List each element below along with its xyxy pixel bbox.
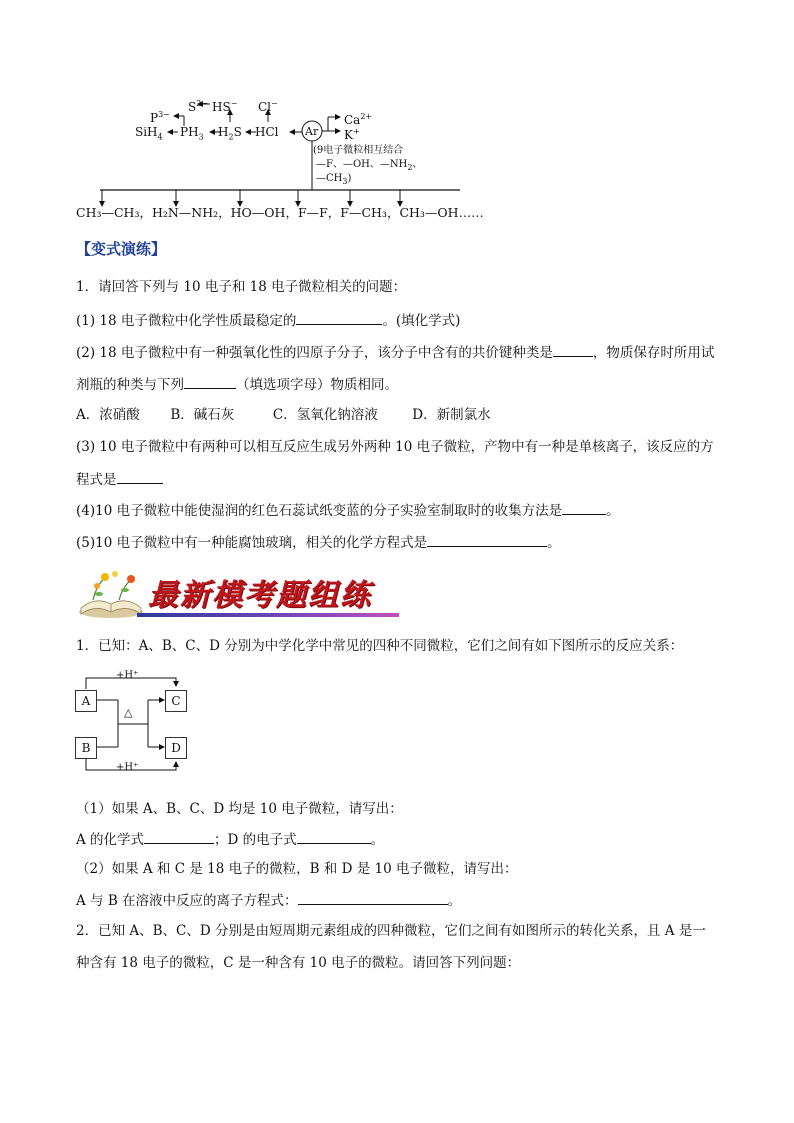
banner-underline [137, 613, 399, 617]
answer-blank[interactable] [553, 342, 593, 357]
label-h2s: $H_2S$ [218, 125, 242, 142]
label-heat-delta: △ [124, 706, 133, 719]
q1-part3-line2: 程式是 [76, 469, 163, 489]
option-a[interactable]: A．浓硝酸 [76, 407, 140, 423]
q2-1-part1-answers: A 的化学式 ；D 的电子式 。 [76, 829, 384, 849]
product-list: CH₃—CH₃，H₂N—NH₂，HO—OH，F—F，F—CH₃，CH₃—OH…… [76, 205, 484, 220]
option-d[interactable]: D．新制氯水 [412, 407, 491, 423]
label-cl-minus: Cl− [258, 99, 278, 114]
q1-options [76, 406, 491, 424]
label-hs-minus: HS− [212, 99, 238, 114]
q2-1-part2-answer: A 与 B 在溶液中反应的离子方程式： 。 [76, 890, 461, 910]
q2-1-part2: （2）如果 A 和 C 是 18 电子的微粒，B 和 D 是 10 电子微粒，请写出： [76, 861, 518, 877]
label-k-plus: K+ [344, 127, 360, 142]
answer-blank[interactable] [144, 829, 214, 844]
q2-2-line2: 种含有 18 电子的微粒，C 是一种含有 10 电子的微粒。请回答下列问题： [76, 955, 521, 971]
label-top-h-plus: +H⁺ [116, 670, 139, 681]
answer-blank[interactable] [562, 500, 606, 515]
q1-part2-line1: (2) 18 电子微粒中有一种强氧化性的四原子分子，该分子中含有的共价键种类是 ，物质保存时所用试 [76, 342, 714, 362]
note-line3: $—CH_3$) [316, 173, 352, 186]
option-c[interactable]: C．氢氧化钠溶液 [272, 407, 378, 423]
node-c: C [165, 690, 187, 712]
q1-intro: 1．请回答下列与 10 电子和 18 电子微粒相关的问题： [76, 279, 407, 295]
answer-blank[interactable] [117, 469, 163, 484]
q1-part1: (1) 18 电子微粒中化学性质最稳定的 。(填化学式) [76, 310, 460, 330]
answer-blank[interactable] [296, 310, 382, 325]
label-sih4: SiH$_4$ [135, 125, 163, 142]
label-ph3: $PH_3$ [180, 125, 204, 142]
label-ar: Ar [305, 125, 319, 138]
note-line1: (9电子微粒相互结合 [313, 145, 404, 156]
q1-part3-line1: (3) 10 电子微粒中有两种可以相互反应生成另外两种 10 电子微粒，产物中有一种是单核离子，该反应的方 [76, 439, 714, 455]
q1-part4: (4)10 电子微粒中能使湿润的红色石蕊试纸变蓝的分子实验室制取时的收集方法是 。 [76, 500, 620, 520]
q2-1-intro: 1．已知：A、B、C、D 分别为中学化学中常见的四种不同微粒，它们之间有如下图所示的反应关系： [76, 638, 684, 654]
label-bottom-h-plus: +H⁺ [116, 762, 139, 773]
q1-part5: (5)10 电子微粒中有一种能腐蚀玻璃，相关的化学方程式是 。 [76, 532, 561, 552]
section-heading-variation: 【变式演练】 [76, 240, 167, 258]
section-banner [75, 566, 399, 620]
answer-blank[interactable] [298, 890, 448, 905]
note-line2: —F、—OH、$—NH_2$、 [316, 159, 423, 172]
label-ca2-plus: $Ca^{2+}$ [344, 112, 373, 127]
label-p3-minus: $P^{3-}$ [150, 110, 170, 125]
answer-blank[interactable] [184, 374, 236, 389]
book-flowers-icon [75, 566, 147, 620]
option-b[interactable]: B．碱石灰 [170, 407, 235, 423]
node-d: D [165, 737, 187, 759]
q2-2-line1: 2．已知 A、B、C、D 分别是由短周期元素组成的四种微粒，它们之间有如图所示的转化关系，且 A 是一 [76, 923, 706, 939]
reaction-arrows [70, 668, 220, 778]
banner-title: 最新模考题组练 [148, 578, 372, 613]
node-b: B [75, 737, 97, 759]
answer-blank[interactable] [427, 532, 547, 547]
label-s2-minus: $S^{2-}$ [188, 99, 209, 114]
q1-part2-line2: 剂瓶的种类与下列 （填选项字母）物质相同。 [76, 374, 398, 394]
node-a: A [75, 690, 97, 712]
label-hcl: HCl [255, 125, 279, 139]
answer-blank[interactable] [297, 829, 371, 844]
q2-1-part1: （1）如果 A、B、C、D 均是 10 电子微粒，请写出： [76, 801, 403, 817]
